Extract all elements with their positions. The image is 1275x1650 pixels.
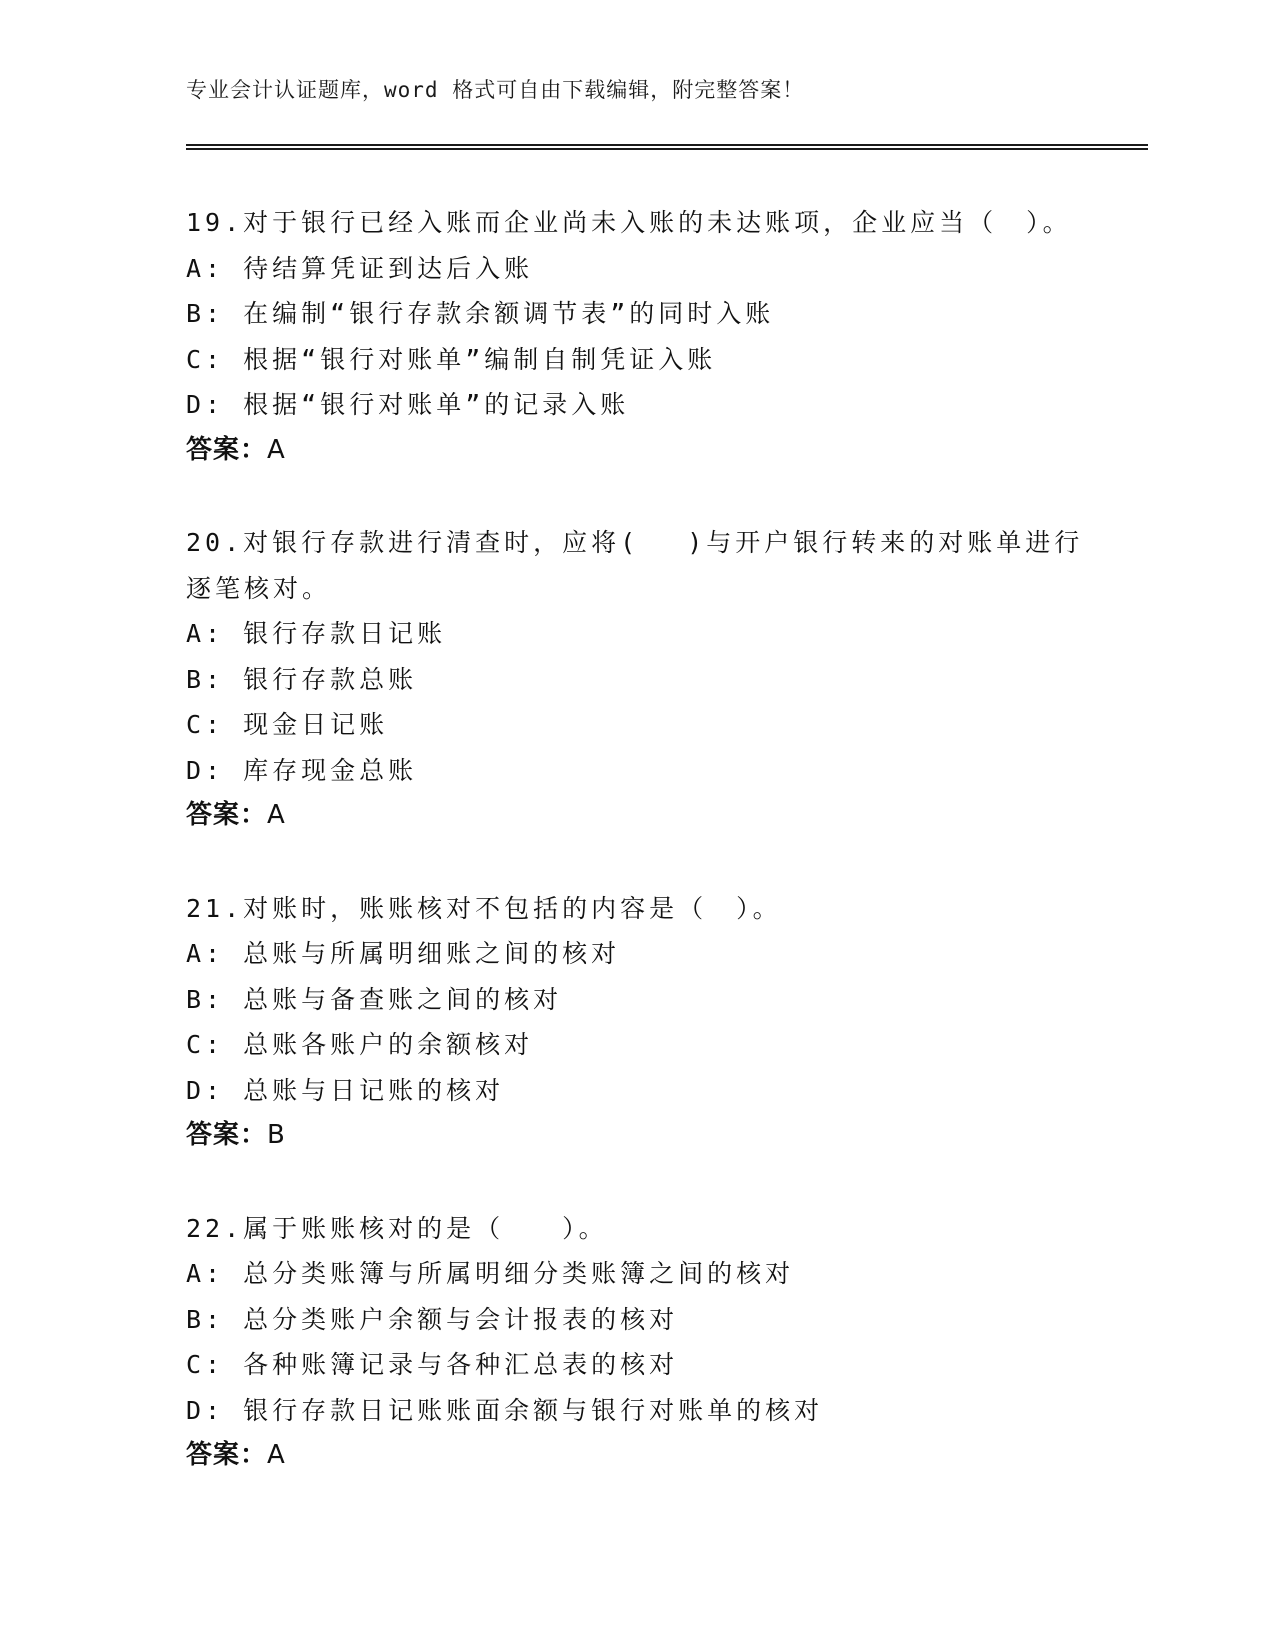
option-d: D: 根据“银行对账单”的记录入账 xyxy=(186,390,630,419)
answer-value: A xyxy=(267,1440,286,1470)
option-d: D: 银行存款日记账账面余额与银行对账单的核对 xyxy=(186,1395,824,1425)
answer-value: A xyxy=(267,434,286,465)
answer xyxy=(186,428,1086,474)
option-d: D: 总账与日记账的核对 xyxy=(186,1075,505,1105)
question-list xyxy=(186,200,1086,1526)
option-c: C: 现金日记账 xyxy=(186,710,389,739)
question-stem: 22.属于账账核对的是（ ）。 xyxy=(186,1213,608,1243)
option-b: B: 总分类账户余额与会计报表的核对 xyxy=(186,1304,679,1334)
answer xyxy=(186,1113,1086,1159)
option-c: C: 根据“银行对账单”编制自制凭证入账 xyxy=(186,344,717,374)
answer-label: 答案： xyxy=(186,800,268,830)
option-b: B: 总账与备查账之间的核对 xyxy=(186,984,563,1014)
answer-value: A xyxy=(267,800,286,830)
page-header: 专业会计认证题库，word 格式可自由下载编辑，附完整答案！ xyxy=(186,78,805,102)
option-a: A: 总分类账簿与所属明细分类账簿之间的核对 xyxy=(186,1259,795,1288)
question-21 xyxy=(186,886,1086,1159)
option-c: C: 各种账簿记录与各种汇总表的核对 xyxy=(186,1350,679,1379)
question-19 xyxy=(186,200,1086,473)
question-stem: 20.对银行存款进行清查时，应将( )与开户银行转来的对账单进行逐笔核对。 xyxy=(186,528,1084,603)
option-a: A: 待结算凭证到达后入账 xyxy=(186,253,534,283)
answer-value: B xyxy=(267,1120,286,1150)
question-stem: 19.对于银行已经入账而企业尚未入账的未达账项，企业应当（ ）。 xyxy=(186,208,1072,237)
answer-label: 答案： xyxy=(186,1440,268,1470)
option-c: C: 总账各账户的余额核对 xyxy=(186,1030,534,1059)
option-a: A: 银行存款日记账 xyxy=(186,619,447,648)
answer xyxy=(186,793,1086,839)
header-divider xyxy=(186,144,1148,150)
question-20 xyxy=(186,520,1086,839)
option-b: B: 在编制“银行存款余额调节表”的同时入账 xyxy=(186,299,775,328)
option-a: A: 总账与所属明细账之间的核对 xyxy=(186,939,621,968)
question-stem: 21.对账时，账账核对不包括的内容是（ ）。 xyxy=(186,893,782,923)
answer-label: 答案： xyxy=(186,434,268,465)
question-22 xyxy=(186,1206,1086,1479)
option-b: B: 银行存款总账 xyxy=(186,664,418,694)
answer xyxy=(186,1433,1086,1479)
header-divider-line-bottom xyxy=(186,148,1148,150)
header-divider-line-top xyxy=(186,144,1148,146)
option-d: D: 库存现金总账 xyxy=(186,755,418,785)
answer-label: 答案： xyxy=(186,1120,268,1150)
